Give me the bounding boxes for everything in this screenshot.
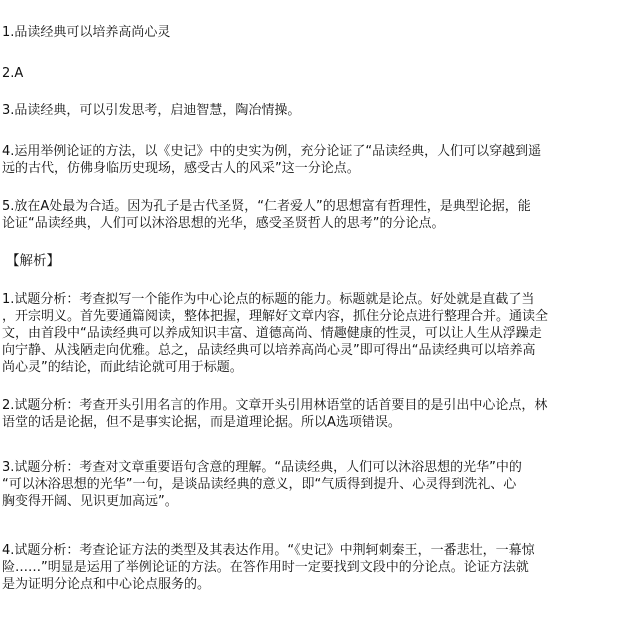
text-line: 向宁静、从浅陋走向优雅。总之，品读经典可以培养高尚心灵”即可得出“品读经典可以培养高 [2, 343, 536, 358]
analysis-3 [2, 459, 626, 510]
text-line: “可以沐浴思想的光华”一句，是谈品读经典的意义，即“气质得到提升、心灵得到洗礼、心 [2, 477, 517, 492]
analysis-4 [2, 542, 626, 593]
text-line: 2.A [2, 66, 24, 81]
text-line: ，开宗明义。首先要通篇阅读，整体把握，理解好文章内容，抓住分论点进行整理合并。通读全 [2, 309, 549, 324]
answer-3 [2, 102, 626, 119]
analysis-1 [2, 291, 626, 376]
text-line: 4.运用举例论证的方法，以《史记》中的史实为例，充分论证了“品读经典，人们可以穿越到遥 [2, 144, 542, 159]
text-line: 2.试题分析：考查开头引用名言的作用。文章开头引用林语堂的话首要目的是引出中心论点，林 [2, 398, 548, 413]
analysis-heading: 【解析】 [6, 253, 60, 269]
text-line: 险……”明显是运用了举例论证的方法。在答作用时一定要找到文段中的分论点。论证方法就 [2, 560, 529, 575]
text-line: 1.品读经典可以培养高尚心灵 [2, 25, 171, 40]
text-line: 文，由首段中“品读经典可以养成知识丰富、道德高尚、情趣健康的性灵，可以让人生从浮躁走 [2, 326, 542, 341]
answer-5 [2, 198, 626, 232]
text-line: 论证“品读经典，人们可以沐浴思想的光华，感受圣贤哲人的思考”的分论点。 [2, 216, 445, 231]
text-line: 远的古代，仿佛身临历史现场，感受古人的风采”这一分论点。 [2, 161, 360, 176]
answer-4 [2, 143, 626, 177]
answer-2 [2, 65, 626, 82]
text-line: 3.品读经典，可以引发思考，启迪智慧，陶冶情操。 [2, 103, 301, 118]
analysis-2 [2, 397, 626, 431]
text-line: 3.试题分析：考查对文章重要语句含意的理解。“品读经典，人们可以沐浴思想的光华”中的 [2, 460, 522, 475]
text-line: 胸变得开阔、见识更加高远”。 [2, 494, 178, 509]
text-line: 4.试题分析：考查论证方法的类型及其表达作用。“《史记》中荆轲刺秦王，一番悲壮，一幕惊 [2, 543, 535, 558]
answer-1 [2, 24, 626, 41]
text-line: 语堂的话是论据，但不是事实论据，而是道理论据。所以A选项错误。 [2, 415, 401, 430]
text-line: 是为证明分论点和中心论点服务的。 [2, 577, 211, 592]
text-line: 5.放在A处最为合适。因为孔子是古代圣贤，“仁者爱人”的思想富有哲理性，是典型论据，能 [2, 199, 531, 214]
text-line: 尚心灵”的结论，而此结论就可用于标题。 [2, 360, 243, 375]
text-line: 1.试题分析：考查拟写一个能作为中心论点的标题的能力。标题就是论点。好处就是直截了当 [2, 292, 535, 307]
